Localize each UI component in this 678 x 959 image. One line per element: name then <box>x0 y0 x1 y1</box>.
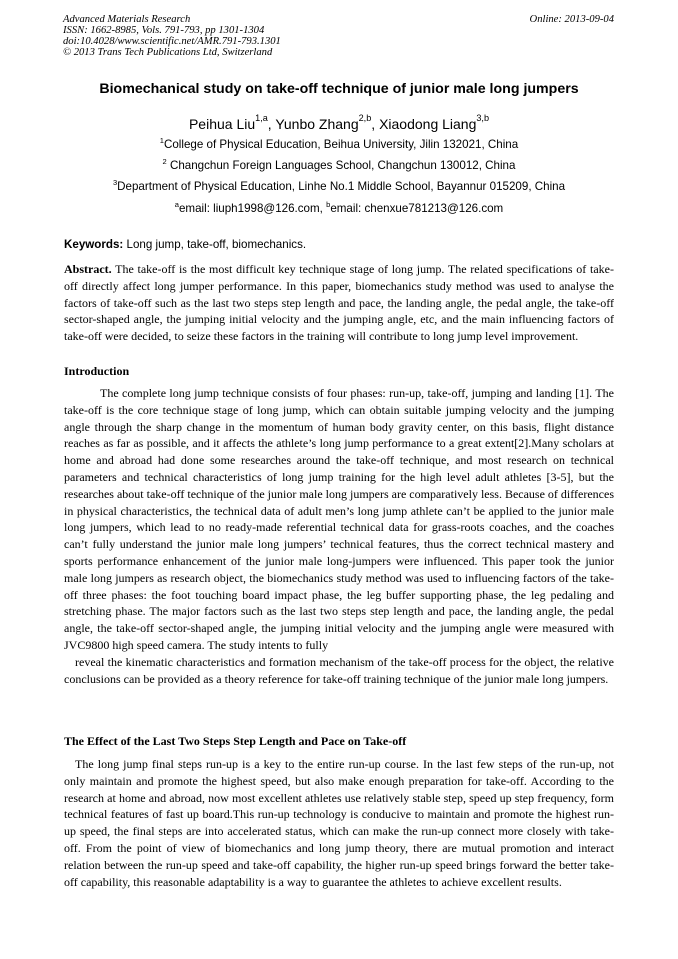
paragraph: The long jump final steps run-up is a key to the entire run-up course. In the last few steps of the run-up, not only maintain and promote the highest speed, but also make enough preparation for take-off. According to the research at home and abroad, now most excellent athletes use relatively stable step, speed up step frequency, form technical features of fast up board.This run-up technology is conducive to maintain and promote the highest run-up speed, the final steps are into accelerated status, which can make the run-up connect more closely with take-off. From the point of view of biomechanics and long jump theory, there are mutual promotion and interact relation between the run-up speed and take-off capability, the higher run-up speed brings forward the better take-off capability, this reasonable adaptability is a way to guarantee the athletes to achieve excellent results. <box>64 757 614 889</box>
introduction-body <box>64 385 614 687</box>
email-text: email: liuph1998@126.com, <box>178 202 327 215</box>
journal-doi: doi:10.4028/www.scientific.net/AMR.791-793.1301 <box>63 35 281 47</box>
section-body <box>64 756 614 890</box>
author-name: Yunbo Zhang <box>275 116 359 132</box>
email-text: email: chenxue781213@126.com <box>330 202 504 215</box>
email-line <box>0 199 678 215</box>
keywords-text: Long jump, take-off, biomechanics. <box>123 238 307 251</box>
affil-sup: 3 <box>112 177 118 187</box>
keywords <box>64 238 306 251</box>
affil-sup: 2 <box>162 156 167 166</box>
affil-text: Department of Physical Education, Linhe No.1 Middle School, Bayannur 015209, China <box>117 180 566 193</box>
abstract-label: Abstract. <box>64 262 112 276</box>
abstract-text: The take-off is the most difficult key technique stage of long jump. The related specifications of take-off directly affect long jumper performance. In this paper, biomechanics study method was used to analyse the factors of take-off such as the last two steps step length and pace, the landing angle, the pedal angle, the take-off sector-shaped angle, the jumping initial velocity and the jumping angle, etc, and the main influencing factors of take-off were decided, to seize these factors in the training will contribute to long jump level improvement. <box>64 262 614 344</box>
journal-copyright: © 2013 Trans Tech Publications Ltd, Switzerland <box>63 46 273 58</box>
affil-text: College of Physical Education, Beihua University, Jilin 132021, China <box>163 138 519 151</box>
journal-issn: ISSN: 1662-8985, Vols. 791-793, pp 1301-1304 <box>63 24 265 36</box>
author-name: Xiaodong Liang <box>379 116 477 132</box>
affiliation-1 <box>0 135 678 151</box>
author-name: Peihua Liu <box>188 116 256 132</box>
affiliation-3 <box>0 177 678 193</box>
section-heading: The Effect of the Last Two Steps Step Length and Pace on Take-off <box>64 734 407 748</box>
paragraph: reveal the kinematic characteristics and formation mechanism of the take-off process for the object, the relative conclusions can be provided as a theory reference for take-off training technique of the junior male long jumpers. <box>64 654 614 686</box>
paragraph: The complete long jump technique consists of four phases: run-up, take-off, jumping and landing [1]. The take-off is the core technique stage of long jump, which can obtain suitable jumping velocity and the jumping angle through the sharp change in the momentum of human body gravity center, on this basis, flight distance reaches as far as possible, and it affects the athlete’s long jump performance to a great extent[2].Many scholars at home and abroad had done some researches around the take-off technique, and most research on technical parameters and technical characteristics of long jump training for the high level adult athletes [3-5], but the researches about take-off technique of the junior male long jumpers are comparatively less. Because of differences in physical characteristics, the technical data of adult men’s long jump athlete can’t be applied to the junior male long jumpers, which lead to no ready-made referential technical data for grass-roots coaches, and the coaches can’t fully understand the junior male long jumpers’ technical features, thus the correct technical mastery and sports performance enhancement of the junior male long-jumpers were influenced. This paper took the junior male long jumpers as research object, the biomechanics study method was used to influencing factors of the take-off three phases: the foot touching board impact phase, the leg buffer supporting phase, the leg pedaling and stretching phase. The major factors such as the last two steps step length and pace, the landing angle, the pedal angle, the take-off sector-shaped angle, the jumping initial velocity and the jumping angle were measured with JVC9800 high speed camera. The study intents to fully <box>64 386 615 652</box>
author-sup: 1,a <box>255 113 268 124</box>
author-list: Peihua Liu$^{1,a}$, Yunbo Zhang$^{2,b}$, Xiaodong Liang$^{3,b}$ <box>188 113 490 132</box>
introduction-heading: Introduction <box>64 364 130 378</box>
journal-info <box>63 15 281 59</box>
affiliation-2 <box>0 156 678 172</box>
affil-sup: 1 <box>159 135 164 145</box>
author-sup: 2,b <box>358 113 372 124</box>
abstract <box>64 261 614 345</box>
online-date: Online: 2013-09-04 <box>529 14 614 25</box>
author-sup: 3,b <box>476 113 490 124</box>
paper-title: Biomechanical study on take-off technique of junior male long jumpers <box>99 81 579 97</box>
email-sup: a <box>174 199 179 209</box>
journal-name: Advanced Materials Research <box>63 14 191 25</box>
affil-text: Changchun Foreign Languages School, Changchun 130012, China <box>166 159 516 172</box>
email-sup: b <box>326 199 331 209</box>
keywords-label: Keywords: <box>64 238 124 251</box>
